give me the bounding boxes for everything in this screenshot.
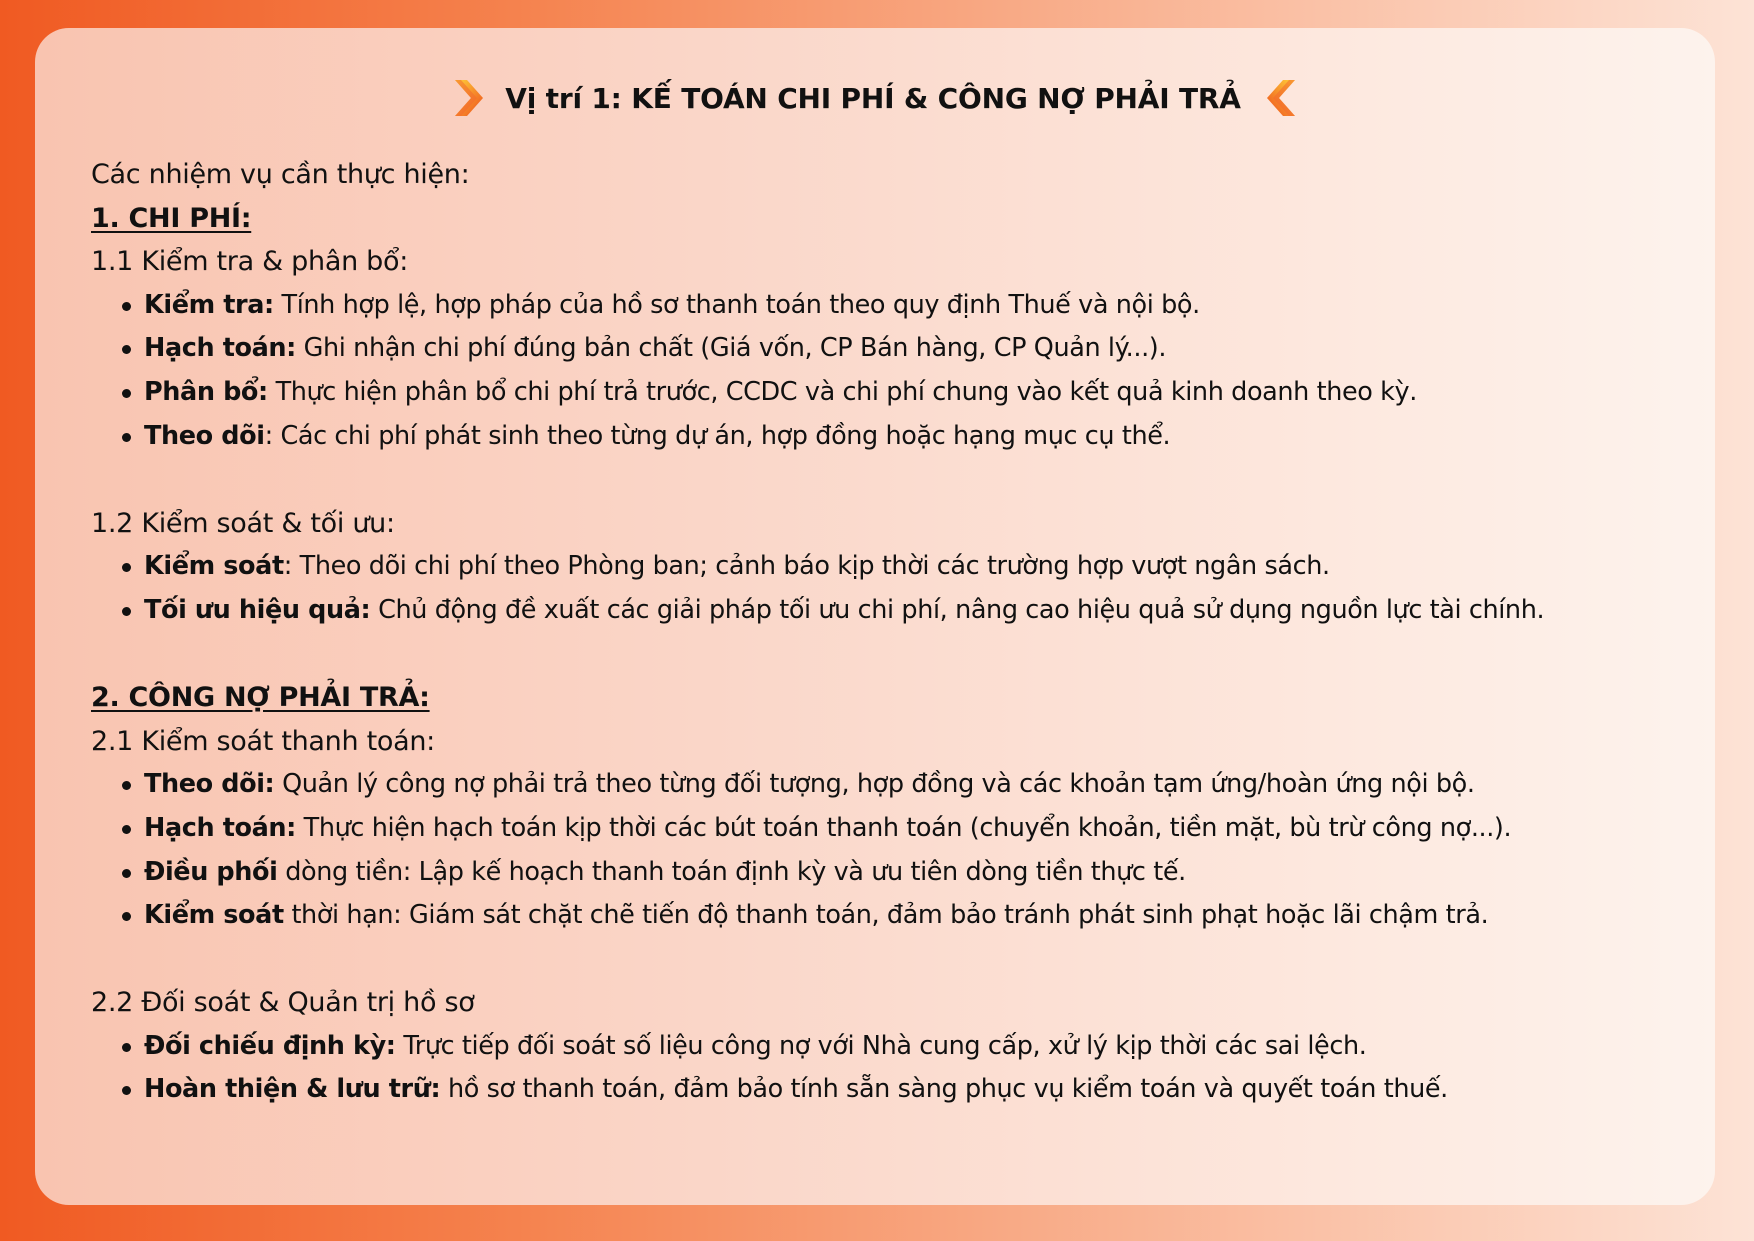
- bullet-icon: [122, 345, 131, 354]
- item-text: Chủ động đề xuất các giải pháp tối ưu chi phí, nâng cao hiệu quả sử dụng nguồn lực tài chính.: [370, 594, 1545, 625]
- bullet-icon: [122, 389, 131, 398]
- item-text: : Theo dõi chi phí theo Phòng ban; cảnh báo kịp thời các trường hợp vượt ngân sách.: [283, 551, 1330, 582]
- subsection-2-2-heading: 2.2 Đối soát & Quản trị hồ sơ: [91, 987, 475, 1019]
- item-text: dòng tiền: Lập kế hoạch thanh toán định kỳ và ưu tiên dòng tiền thực tế.: [277, 856, 1186, 887]
- item-label: Kiểm tra:: [144, 289, 274, 320]
- item-label: Hạch toán:: [144, 812, 296, 843]
- list-item: [91, 1025, 1681, 1069]
- item-text: Ghi nhận chi phí đúng bản chất (Giá vốn, CP Bán hàng, CP Quản lý...).: [295, 333, 1167, 364]
- bullet-icon: [122, 781, 131, 790]
- subsection-1-1-list: [91, 284, 1681, 458]
- subsection-1-2-heading: 1.2 Kiểm soát & tối ưu:: [91, 507, 395, 539]
- list-item: [91, 894, 1681, 938]
- list-item: [91, 545, 1681, 589]
- content-card: [35, 28, 1715, 1205]
- list-item: [91, 371, 1681, 415]
- bullet-icon: [122, 1043, 131, 1052]
- bullet-icon: [122, 563, 131, 572]
- section-2-heading: 2. CÔNG NỢ PHẢI TRẢ:: [91, 682, 430, 714]
- item-text: thời hạn: Giám sát chặt chẽ tiến độ thanh toán, đảm bảo tránh phát sinh phạt hoặc lãi chậm trả.: [283, 900, 1489, 931]
- list-item: [91, 284, 1681, 328]
- item-text: Trực tiếp đối soát số liệu công nợ với Nhà cung cấp, xử lý kịp thời các sai lệch.: [395, 1030, 1367, 1061]
- item-label: Đối chiếu định kỳ:: [144, 1030, 396, 1061]
- bullet-icon: [122, 912, 131, 921]
- item-text: hồ sơ thanh toán, đảm bảo tính sẵn sàng phục vụ kiểm toán và quyết toán thuế.: [440, 1074, 1448, 1105]
- bullet-icon: [122, 607, 131, 616]
- subsection-2-1-list: [91, 763, 1681, 937]
- spacer: [91, 458, 1681, 502]
- list-item: [91, 589, 1681, 633]
- bullet-icon: [122, 869, 131, 878]
- chevron-right-icon: [451, 78, 487, 118]
- page-title: Vị trí 1: KẾ TOÁN CHI PHÍ & CÔNG NỢ PHẢI TRẢ: [505, 81, 1241, 115]
- item-label: Hạch toán:: [144, 333, 296, 364]
- item-label: Phân bổ:: [144, 376, 268, 407]
- list-item: [91, 807, 1681, 851]
- title-row: [35, 78, 1715, 118]
- subsection-2-1-heading: 2.1 Kiểm soát thanh toán:: [91, 725, 435, 757]
- list-item: [91, 415, 1681, 459]
- list-item: [91, 1068, 1681, 1112]
- bullet-icon: [122, 825, 131, 834]
- item-text: Tính hợp lệ, hợp pháp của hồ sơ thanh toán theo quy định Thuế và nội bộ.: [273, 289, 1200, 320]
- subsection-2-2-list: [91, 1025, 1681, 1112]
- item-label: Kiểm soát: [144, 900, 284, 931]
- subsection-1-2-list: [91, 545, 1681, 632]
- item-text: Quản lý công nợ phải trả theo từng đối tượng, hợp đồng và các khoản tạm ứng/hoàn ứng nội bộ.: [274, 769, 1475, 800]
- bullet-icon: [122, 1086, 131, 1095]
- section-1-heading: 1. CHI PHÍ:: [91, 202, 252, 234]
- intro-text: Các nhiệm vụ cần thực hiện:: [91, 159, 470, 190]
- list-item: [91, 327, 1681, 371]
- item-label: Kiểm soát: [144, 551, 284, 582]
- item-label: Hoàn thiện & lưu trữ:: [144, 1074, 441, 1105]
- item-label: Tối ưu hiệu quả:: [144, 594, 371, 625]
- item-label: Điều phối: [144, 856, 278, 887]
- bullet-icon: [122, 302, 131, 311]
- task-content: [91, 153, 1681, 1112]
- item-label: Theo dõi: [144, 420, 265, 451]
- item-label: Theo dõi:: [144, 769, 275, 800]
- list-item: [91, 851, 1681, 895]
- chevron-left-icon: [1263, 78, 1299, 118]
- item-text: : Các chi phí phát sinh theo từng dự án, hợp đồng hoặc hạng mục cụ thể.: [264, 420, 1171, 451]
- spacer: [91, 633, 1681, 677]
- subsection-1-1-heading: 1.1 Kiểm tra & phân bổ:: [91, 246, 409, 278]
- list-item: [91, 763, 1681, 807]
- item-text: Thực hiện phân bổ chi phí trả trước, CCDC và chi phí chung vào kết quả kinh doanh theo kỳ.: [267, 376, 1417, 407]
- item-text: Thực hiện hạch toán kịp thời các bút toán thanh toán (chuyển khoản, tiền mặt, bù trừ công nợ...).: [295, 812, 1512, 843]
- bullet-icon: [122, 433, 131, 442]
- spacer: [91, 938, 1681, 982]
